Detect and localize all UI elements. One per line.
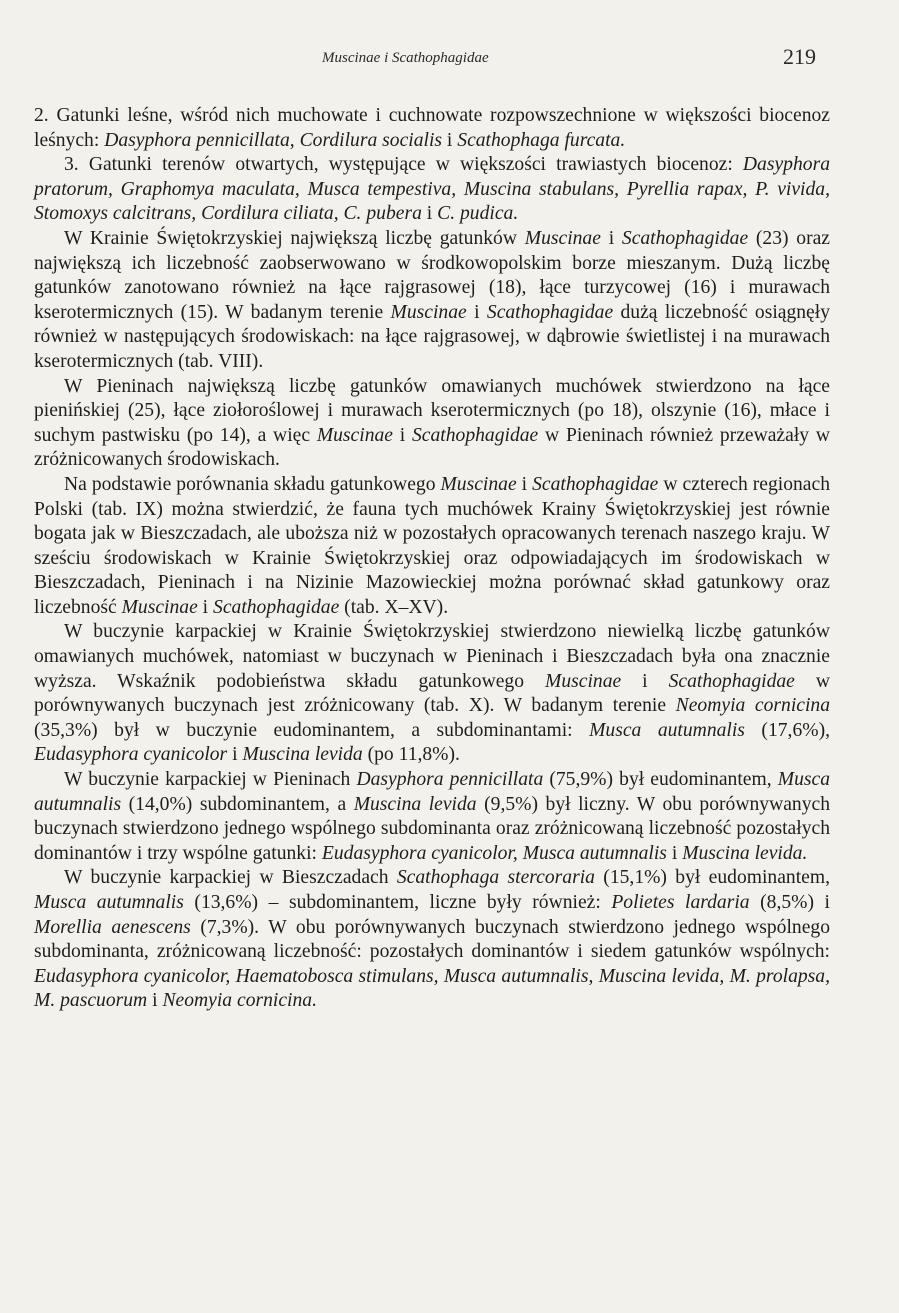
species-name: Muscinae	[121, 596, 198, 618]
species-name: Scathophaga stercoraria	[396, 867, 595, 889]
species-name: Scathophaga furcata.	[457, 129, 626, 151]
text-run: W buczynie karpackiej w Krainie Świętokrzyskiej stwierdzono niewielką liczbę gatunków omawianych muchówek, natomiast w buczynach w Pieninach i Bieszczadach była ona znacznie wyższa. Wskaźnik podobieństwa składu gatunkowego	[34, 621, 830, 692]
paragraph-p6	[34, 620, 830, 768]
text-run: i	[421, 203, 438, 225]
text-run: i	[393, 424, 412, 446]
species-name: Morellia aenescens	[34, 916, 191, 938]
paragraph-p8	[34, 866, 830, 1014]
species-name: Musca autumnalis	[589, 719, 745, 741]
text-run: (15,1%) był eudominantem,	[594, 867, 831, 889]
species-name: Muscinae	[545, 670, 622, 692]
text-run: i	[621, 670, 669, 692]
text-run: (14,0%) subdominantem, a	[121, 793, 354, 815]
text-run: i	[197, 596, 214, 618]
species-name: Scathophagidae	[621, 227, 749, 249]
species-name: Eudasyphora cyanicolor, Haematobosca stimulans, Musca autumnalis, Muscina levida, M. prolapsa, M. pascuorum	[34, 965, 830, 1012]
species-name: Scathophagidae	[486, 301, 614, 323]
species-name: Muscinae	[524, 227, 601, 249]
paragraph-p4	[34, 375, 830, 473]
text-run: W Pieninach największą liczbę gatunków omawianych muchówek stwierdzono na łące pienińskiej (25), łące ziołoroślowej i murawach kserotermicznych (po 18), olszynie (16), młace i suchym pastwisku (po 14), a więc	[34, 375, 830, 446]
text-run: (13,6%) – subdominantem, liczne były również:	[183, 892, 612, 913]
running-head: Muscinae i Scathophagidae	[322, 50, 489, 66]
text-run: (po 11,8%).	[362, 744, 460, 766]
text-run: w czterech regionach Polski (tab. IX) można stwierdzić, że fauna tych muchówek Krainy Świętokrzyskiej jest równie bogata jak w Bieszczadach, ale uboższa niż w pozostałych opracowanych terenach naszego kraju. W sześciu środowiskach w Krainie Świętokrzyskiej oraz odpowiadających im środowiskach w Bieszczadach, Pieninach i na Nizinie Mazowieckiej można porównać skład gatunkowy oraz liczebność	[34, 473, 830, 618]
species-name: Muscina levida.	[682, 842, 808, 864]
text-run: (35,3%) był w buczynie eudominantem, a subdominantami:	[34, 719, 590, 741]
text-run: W Krainie Świętokrzyskiej największą liczbę gatunków	[64, 227, 525, 249]
species-name: Muscina levida	[242, 744, 363, 766]
species-name: Scathophagidae	[213, 596, 340, 618]
text-run: 2. Gatunki leśne, wśród nich muchowate i cuchnowate rozpowszechnione w większości biocenoz leśnych:	[34, 105, 830, 151]
page-number: 219	[783, 44, 816, 69]
species-name: Scathophagidae	[412, 424, 539, 446]
text-run: i	[600, 227, 622, 249]
paragraph-p7	[34, 768, 830, 866]
text-run: (9,5%) był liczny. W obu porównywanych buczynach stwierdzono jednego wspólnego subdominanta oraz zróżnicowaną liczebność pozostałych dominantów i trzy wspólne gatunki:	[34, 793, 830, 864]
species-name: Neomyia cornicina	[675, 695, 830, 717]
text-run: i	[227, 744, 243, 766]
text-run: W buczynie karpackiej w Pieninach	[64, 769, 357, 791]
text-run: (23) oraz największą ich liczebność zaobserwowano w środkowopolskim borze mieszanym. Dużą liczbę gatunków zanotowano również na łące rajgrasowej (18), łące turzycowej (16) i murawach kserotermicznych (15). W badanym terenie	[34, 227, 831, 323]
species-name: Polietes lardaria	[611, 892, 750, 913]
text-run: (8,5%) i	[749, 892, 830, 913]
text-run: (75,9%) był eudominantem,	[543, 769, 778, 791]
species-name: Scathophagidae	[532, 473, 659, 495]
species-name: Dasyphora pratorum, Graphomya maculata, Musca tempestiva, Muscina stabulans, Pyrellia rapax, P. vivida, Stomoxys calcitrans, Cordilura ciliata, C. pubera	[34, 154, 830, 225]
text-run: w porównywanych buczynach jest zróżnicowany (tab. X). W badanym terenie	[34, 670, 830, 717]
species-name: Dasyphora pennicillata	[356, 769, 544, 791]
text-run: dużą liczebność osiągnęły również w następujących środowiskach: na łące rajgrasowej, w dąbrowie świetlistej i na murawach kserotermicznych (tab. VIII).	[34, 301, 830, 372]
text-run: w Pieninach również przeważały w zróżnicowanych środowiskach.	[34, 424, 830, 471]
species-name: Musca autumnalis	[34, 769, 831, 815]
body-text	[34, 104, 830, 1014]
text-run: 3. Gatunki terenów otwartych, występujące w większości trawiastych biocenoz:	[64, 154, 743, 176]
species-name: Eudasyphora cyanicolor, Musca autumnalis	[321, 842, 667, 864]
paragraph-p1	[34, 104, 830, 153]
paragraph-p5	[34, 473, 830, 621]
text-run: i	[516, 473, 533, 495]
species-name: Dasyphora pennicillata, Cordilura socialis	[104, 129, 443, 151]
paragraph-p2	[34, 153, 830, 227]
text-run: (7,3%). W obu porównywanych buczynach stwierdzono jednego wspólnego subdominanta, zróżnicowaną liczebność: pozostałych dominantów i siedem gatunków wspólnych:	[34, 916, 830, 963]
text-run: Na podstawie porównania składu gatunkowego	[64, 473, 441, 495]
text-run: W buczynie karpackiej w Bieszczadach	[64, 867, 397, 889]
paragraph-p3	[34, 227, 830, 375]
species-name: Muscinae	[316, 424, 393, 446]
species-name: Neomyia cornicina.	[162, 990, 317, 1012]
text-run: (17,6%),	[744, 719, 830, 741]
species-name: Eudasyphora cyanicolor	[34, 744, 228, 766]
text-run: i	[466, 301, 487, 323]
species-name: Muscina levida	[353, 793, 477, 815]
species-name: C. pudica.	[437, 203, 519, 225]
text-run: i	[147, 990, 163, 1012]
species-name: Muscinae	[440, 473, 517, 495]
text-run: i	[442, 129, 458, 151]
species-name: Scathophagidae	[668, 670, 795, 692]
species-name: Musca autumnalis	[34, 892, 184, 913]
text-run: (tab. X–XV).	[339, 596, 449, 618]
text-run: i	[666, 842, 683, 864]
species-name: Muscinae	[390, 301, 467, 323]
